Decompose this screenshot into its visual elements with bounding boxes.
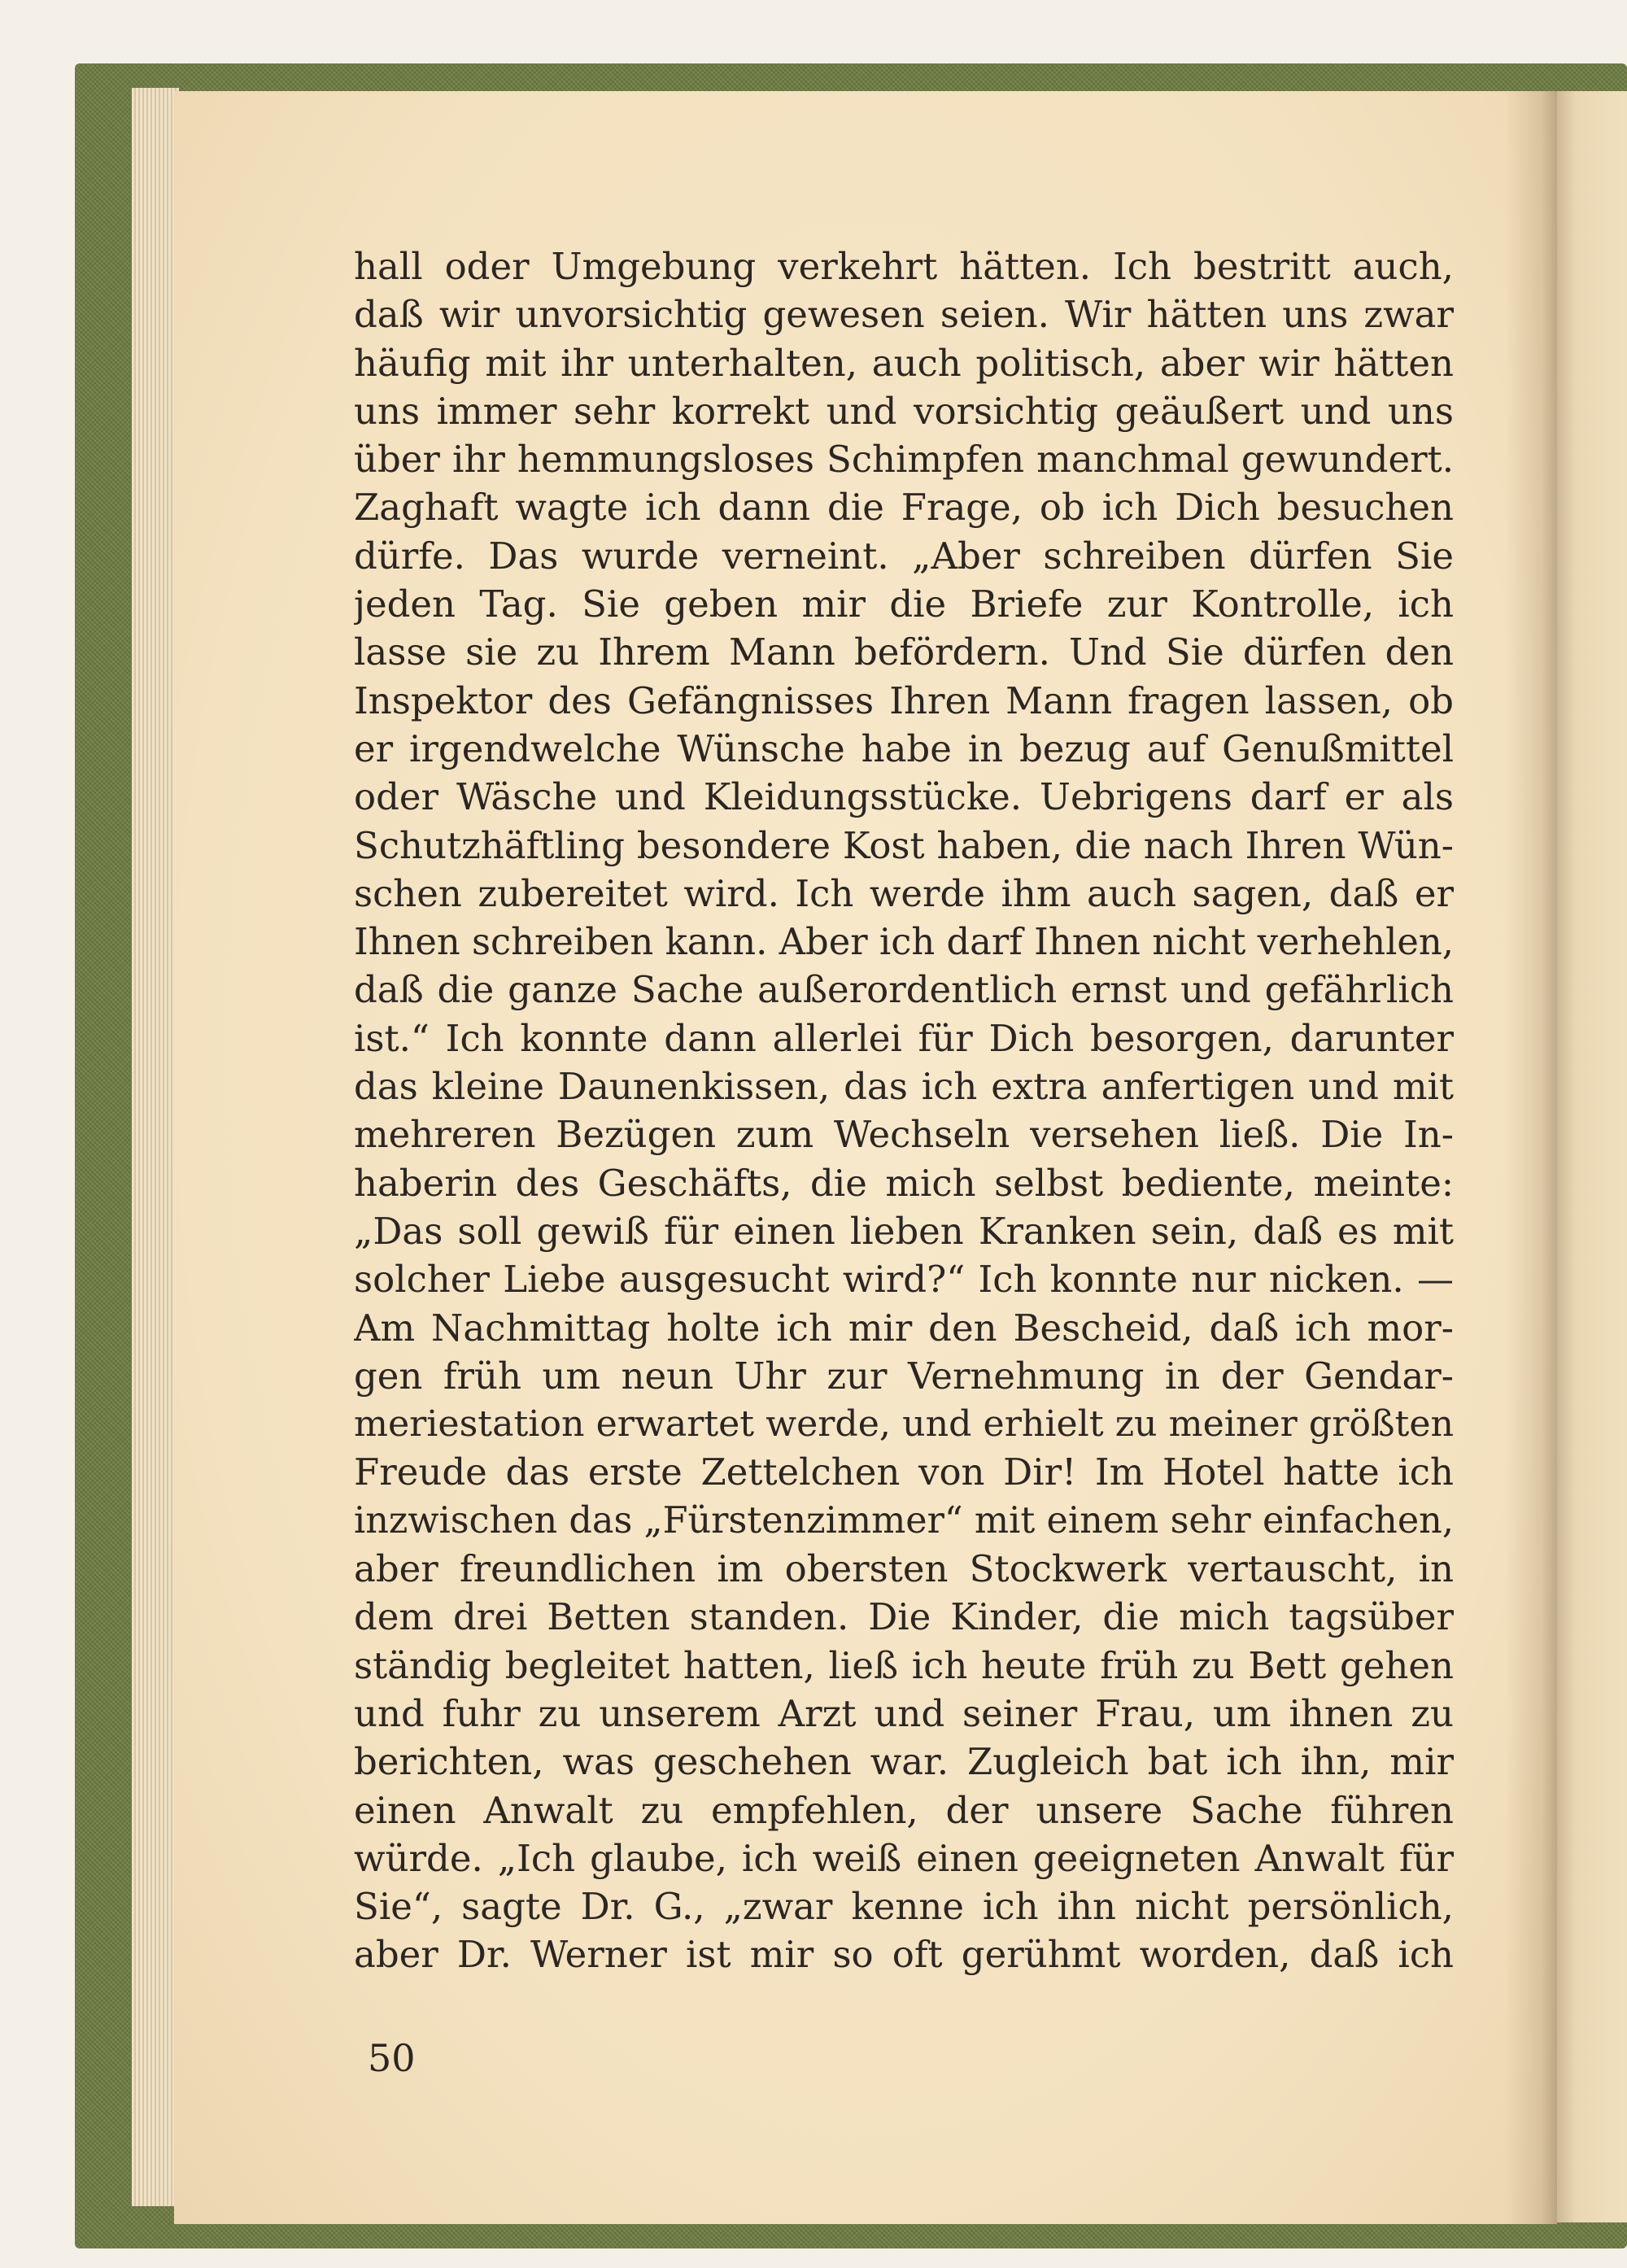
text-line: aber Dr. Werner ist mir so oft gerühmt worden, daß ich [354, 1933, 1454, 1977]
text-line: lasse sie zu Ihrem Mann befördern. Und Sie dürfen den [354, 630, 1454, 674]
text-line: berichten, was geschehen war. Zugleich bat ich ihn, mir [354, 1740, 1454, 1784]
text-line: einen Anwalt zu empfehlen, der unsere Sache führen [354, 1788, 1454, 1832]
page-edges [132, 88, 179, 2206]
text-line: dürfe. Das wurde verneint. „Aber schreiben dürfen Sie [354, 534, 1454, 578]
text-line: Freude das erste Zettelchen von Dir! Im Hotel hatte ich [354, 1450, 1454, 1494]
text-line: gen früh um neun Uhr zur Vernehmung in der Gendar- [354, 1354, 1454, 1398]
text-line: solcher Liebe ausgesucht wird?“ Ich konnte nur nicken. — [354, 1258, 1454, 1302]
body-text [354, 242, 1454, 1979]
text-line: daß wir unvorsichtig gewesen seien. Wir hätten uns zwar [354, 293, 1454, 337]
text-line: Zaghaft wagte ich dann die Frage, ob ich Dich besuchen [354, 486, 1454, 530]
text-line: über ihr hemmungsloses Schimpfen manchmal gewundert. [354, 438, 1454, 482]
text-line: jeden Tag. Sie geben mir die Briefe zur Kontrolle, ich [354, 582, 1454, 626]
text-line: meriestation erwartet werde, und erhielt zu meiner größten [354, 1403, 1454, 1446]
text-line: hall oder Umgebung verkehrt hätten. Ich bestritt auch, [354, 245, 1454, 288]
text-line: uns immer sehr korrekt und vorsichtig geäußert und uns [354, 389, 1454, 433]
text-line: er irgendwelche Wünsche habe in bezug auf Genußmittel [354, 726, 1454, 770]
text-line: haberin des Geschäfts, die mich selbst bediente, meinte: [354, 1161, 1454, 1205]
text-line: aber freundlichen im obersten Stockwerk vertauscht, in [354, 1547, 1454, 1591]
text-line: schen zubereitet wird. Ich werde ihm auch sagen, daß er [354, 871, 1454, 915]
page-number: 50 [368, 2036, 416, 2080]
page-gutter-shadow [1505, 91, 1557, 2224]
text-line: dem drei Betten standen. Die Kinder, die mich tagsüber [354, 1595, 1454, 1639]
facing-page-edge [1554, 91, 1627, 2222]
text-line: Inspektor des Gefängnisses Ihren Mann fragen lassen, ob [354, 678, 1454, 722]
text-line: ist.“ Ich konnte dann allerlei für Dich besorgen, darunter [354, 1016, 1454, 1060]
text-line: inzwischen das „Fürstenzimmer“ mit einem sehr einfachen, [354, 1498, 1454, 1542]
text-line: und fuhr zu unserem Arzt und seiner Frau, um ihnen zu [354, 1691, 1454, 1735]
text-line: oder Wäsche und Kleidungsstücke. Uebrigens darf er als [354, 775, 1454, 819]
text-line: häufig mit ihr unterhalten, auch politisch, aber wir hätten [354, 341, 1454, 385]
text-line: mehreren Bezügen zum Wechseln versehen ließ. Die In- [354, 1113, 1454, 1157]
text-line: würde. „Ich glaube, ich weiß einen geeigneten Anwalt für [354, 1836, 1454, 1880]
text-line: Schutzhäftling besondere Kost haben, die nach Ihren Wün- [354, 823, 1454, 867]
text-line: Ihnen schreiben kann. Aber ich darf Ihnen nicht verhehlen, [354, 920, 1454, 964]
text-line: Am Nachmittag holte ich mir den Bescheid, daß ich mor- [354, 1306, 1454, 1350]
text-line: ständig begleitet hatten, ließ ich heute früh zu Bett gehen [354, 1643, 1454, 1687]
text-line: „Das soll gewiß für einen lieben Kranken sein, daß es mit [354, 1209, 1454, 1253]
text-line: Sie“, sagte Dr. G., „zwar kenne ich ihn nicht persönlich, [354, 1885, 1454, 1929]
text-line: das kleine Daunenkissen, das ich extra anfertigen und mit [354, 1065, 1454, 1109]
text-line: daß die ganze Sache außerordentlich ernst und gefährlich [354, 968, 1454, 1012]
